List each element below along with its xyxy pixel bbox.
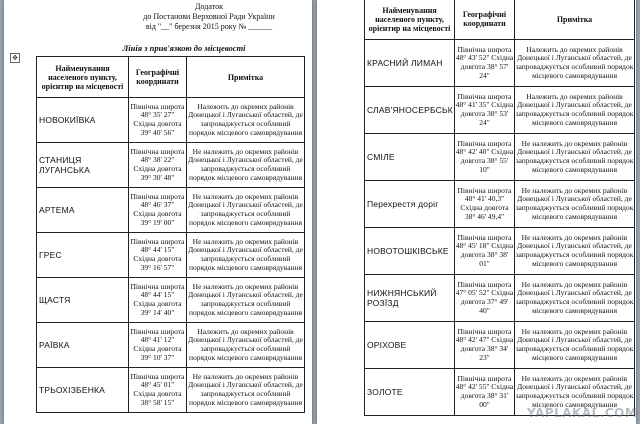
coordinates-cell: Північна широта 48° 41' 40,3" Східна довгота 38° 46' 49,4" <box>455 181 515 228</box>
column-header-coords: Географічні координати <box>129 57 187 98</box>
note-cell: Належить до окремих районів Донецької і Луганської областей, де запроваджується особливий порядок місцевого самоврядування <box>187 323 305 368</box>
document-page-left <box>4 0 312 424</box>
table-row <box>37 368 305 413</box>
coordinates-cell: Північна широта 48° 46' 37" Східна довгота 39° 19' 00" <box>129 188 187 233</box>
settlement-name: ЗОЛОТЕ <box>365 369 455 416</box>
note-cell: Не належить до окремих районів Донецької і Луганської областей, де запроваджується особливий порядок місцевого самоврядування <box>515 369 635 416</box>
column-header-coords: Географічні координати <box>455 0 515 40</box>
settlement-name: Перехрестя доріг <box>365 181 455 228</box>
column-header-note: Примітка <box>515 0 635 40</box>
column-header-name: Найменування населеного пункту, орієнтир на місцевості <box>37 57 129 98</box>
table-row <box>37 233 305 278</box>
settlement-name: СТАНИЦЯ ЛУГАНСЬКА <box>37 143 129 188</box>
settlement-name: ЩАСТЯ <box>37 278 129 323</box>
table-row <box>37 98 305 143</box>
table-row <box>37 143 305 188</box>
coordinates-cell: Північна широта 48° 38' 22" Східна довгота 39° 30' 48" <box>129 143 187 188</box>
table-row <box>365 275 635 322</box>
settlement-name: НОВОТОШКІВСЬКЕ <box>365 228 455 275</box>
settlement-name: КРАСНИЙ ЛИМАН <box>365 40 455 87</box>
settlement-name: ТРЬОХІЗБЕНКА <box>37 368 129 413</box>
document-page-right <box>317 0 636 424</box>
table-row <box>365 181 635 228</box>
settlement-name: СМІЛЕ <box>365 134 455 181</box>
table-header-row <box>365 0 635 40</box>
note-cell: Належить до окремих районів Донецької і Луганської областей, де запроваджується особливий порядок місцевого самоврядування <box>515 87 635 134</box>
note-cell: Не належить до окремих районів Донецької і Луганської областей, де запроваджується особливий порядок місцевого самоврядування <box>187 143 305 188</box>
coordinates-cell: Північна широта 48° 42' 55" Східна довгота 38° 31' 00" <box>455 369 515 416</box>
column-header-note: Примітка <box>187 57 305 98</box>
table-row <box>365 87 635 134</box>
note-cell: Не належить до окремих районів Донецької і Луганської областей, де запроваджується особливий порядок місцевого самоврядування <box>515 275 635 322</box>
settlement-name: АРТЕМА <box>37 188 129 233</box>
table-row <box>37 188 305 233</box>
note-cell: Не належить до окремих районів Донецької і Луганської областей, де запроваджується особливий порядок місцевого самоврядування <box>187 278 305 323</box>
coordinates-cell: Північна широта 47° 05' 52" Східна довгота 37° 49' 40" <box>455 275 515 322</box>
table-header-row <box>37 57 305 98</box>
header-line-1: Додаток <box>195 2 223 11</box>
note-cell: Не належить до окремих районів Донецької і Луганської областей, де запроваджується особливий порядок місцевого самоврядування <box>187 188 305 233</box>
table-row <box>365 228 635 275</box>
coordinates-cell: Північна широта 48° 44' 15" Східна довгота 39° 14' 40" <box>129 278 187 323</box>
note-cell: Не належить до окремих районів Донецької і Луганської областей, де запроваджується особливий порядок місцевого самоврядування <box>515 134 635 181</box>
note-cell: Не належить до окремих районів Донецької і Луганської областей, де запроваджується особливий порядок місцевого самоврядування <box>515 181 635 228</box>
settlement-name: РАЇВКА <box>37 323 129 368</box>
coordinates-cell: Північна широта 48° 44' 15" Східна довгота 39° 16' 57" <box>129 233 187 278</box>
settlement-name: НИЖНЯНСЬКИЙ РОЗЇЗД <box>365 275 455 322</box>
table-move-handle-icon[interactable]: ✥ <box>10 53 20 63</box>
boundary-table-left <box>36 56 305 413</box>
settlement-name: НОВОКИЇВКА <box>37 98 129 143</box>
table-row <box>37 278 305 323</box>
column-header-name: Найменування населеного пункту, орієнтир на місцевості <box>365 0 455 40</box>
coordinates-cell: Північна широта 48° 45' 18" Східна довгота 38° 38' 01" <box>455 228 515 275</box>
note-cell: Не належить до окремих районів Донецької і Луганської областей, де запроваджується особливий порядок місцевого самоврядування <box>515 322 635 369</box>
settlement-name: СЛАВ'ЯНОСЕРБСЬК <box>365 87 455 134</box>
note-cell: Належить до окремих районів Донецької і Луганської областей, де запроваджується особливий порядок місцевого самоврядування <box>187 98 305 143</box>
watermark-logo: YAPLAKAL.COM <box>527 406 638 420</box>
header-line-3: від "__" березня 2015 року № ______ <box>145 22 273 31</box>
table-row <box>365 134 635 181</box>
settlement-name: ГРЕС <box>37 233 129 278</box>
coordinates-cell: Північна широта 48° 42' 40" Східна довгота 38° 55' 10" <box>455 134 515 181</box>
note-cell: Належить до окремих районів Донецької і Луганської областей, де запроваджується особливий порядок місцевого самоврядування <box>515 40 635 87</box>
coordinates-cell: Північна широта 48° 43' 52" Східна довгота 38° 57' 24" <box>455 40 515 87</box>
document-title: Лінія з прив'язкою до місцевості <box>122 43 246 53</box>
table-row <box>37 323 305 368</box>
note-cell: Не належить до окремих районів Донецької і Луганської областей, де запроваджується особливий порядок місцевого самоврядування <box>187 368 305 413</box>
coordinates-cell: Північна широта 48° 35' 27" Східна довгота 39° 40' 56" <box>129 98 187 143</box>
settlement-name: ОРІХОВЕ <box>365 322 455 369</box>
table-row <box>365 40 635 87</box>
boundary-table-right <box>364 0 635 416</box>
header-line-2: до Постанови Верховної Ради України <box>143 12 275 21</box>
coordinates-cell: Північна широта 48° 42' 47" Східна довгота 38° 34' 23" <box>455 322 515 369</box>
note-cell: Не належить до окремих районів Донецької і Луганської областей, де запроваджується особливий порядок місцевого самоврядування <box>515 228 635 275</box>
coordinates-cell: Північна широта 48° 45' 01" Східна довгота 38° 58' 15" <box>129 368 187 413</box>
coordinates-cell: Північна широта 48° 41' 12" Східна довгота 39° 10' 37" <box>129 323 187 368</box>
coordinates-cell: Північна широта 48° 41' 35" Східна довгота 38° 53' 24" <box>455 87 515 134</box>
table-row <box>365 322 635 369</box>
note-cell: Не належить до окремих районів Донецької і Луганської областей, де запроваджується особливий порядок місцевого самоврядування <box>187 233 305 278</box>
document-header <box>114 2 304 32</box>
